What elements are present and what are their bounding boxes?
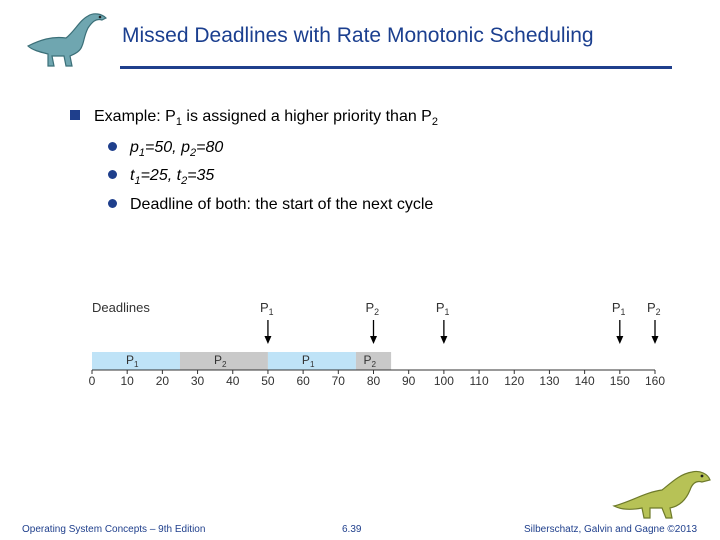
deadline-label: $P_2$ [647,300,661,317]
sub-bullet-deadline [108,196,433,214]
sub-text: =25, t [140,167,182,184]
sub-text: Deadline of both: the start of the next cycle [130,196,434,213]
main-bullet [70,108,438,128]
tick-label: 140 [574,374,595,388]
sub-text: p [130,139,139,156]
bullet-text: is assigned a higher priority than P [181,108,432,125]
segment-label: $P_2$ [213,353,227,369]
bullet-sub: 1 [175,116,182,129]
deadlines-label: Deadlines [92,300,150,315]
round-bullet-icon [108,199,117,208]
slide-title: Missed Deadlines with Rate Monotonic Scheduling [122,24,594,47]
deadline-label: $P_1$ [259,300,274,317]
deadline-arrowhead [616,336,623,344]
footer-page-number: 6.39 [342,524,362,535]
footer-copyright: Silberschatz, Galvin and Gagne ©2013 [524,524,698,535]
bullet-text: Example: P [94,108,176,125]
tick-label: 0 [88,374,96,388]
deadline-label: $P_2$ [365,300,380,317]
tick-label: 120 [504,374,525,388]
sub-text: =50, p [145,139,190,156]
segment-label: $P_1$ [301,353,315,369]
tick-label: 20 [155,374,170,388]
dinosaur-footer-icon [610,462,714,520]
deadline-arrowhead [264,336,271,344]
sub-bullet-times [108,167,214,187]
tick-label: 150 [609,374,630,388]
tick-label: 110 [469,374,489,388]
footer-book-title: Operating System Concepts – 9th Edition [22,524,206,535]
sub-index: 2 [181,175,188,188]
segment-label: $P_1$ [125,353,139,369]
sub-index: 1 [134,175,141,188]
tick-label: 70 [331,374,345,388]
title-rule [120,66,672,69]
tick-label: 10 [120,374,134,388]
tick-label: 80 [366,374,381,388]
bullet-sub: 2 [431,116,438,129]
tick-label: 100 [433,374,454,388]
deadline-arrowhead [652,336,659,344]
round-bullet-icon [108,142,117,151]
tick-label: 40 [226,374,240,388]
deadline-label: $P_1$ [611,300,626,317]
tick-label: 30 [190,374,205,388]
gantt-chart [0,290,720,400]
tick-label: 50 [261,374,275,388]
deadline-label: $P_1$ [435,300,450,317]
sub-text: t [130,167,135,184]
tick-label: 130 [539,374,560,388]
sub-index: 1 [138,147,146,160]
dinosaur-logo-icon [22,6,114,68]
sub-text: =80 [196,139,224,156]
round-bullet-icon [108,170,117,179]
square-bullet-icon [70,110,80,120]
tick-label: 60 [296,374,310,388]
sub-index: 2 [189,147,197,160]
segment-label: $P_2$ [363,353,377,369]
deadline-arrowhead [370,336,377,344]
sub-bullet-periods [108,139,223,159]
tick-label: 90 [402,374,416,388]
tick-label: 160 [644,374,666,388]
sub-text: =35 [187,167,215,184]
deadline-arrowhead [440,336,447,344]
